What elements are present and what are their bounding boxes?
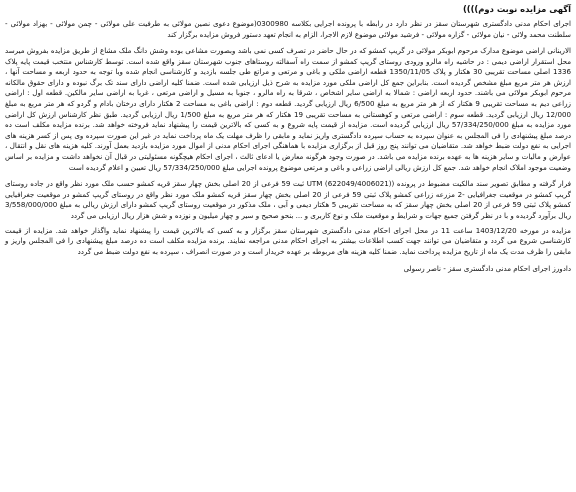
- document-paragraph-2: فرار گرفته و مطابق تصویر سند مالکیت مضبوط در پرونده (UTM (622049/4006021) ثبت 59 فرعی از 20 اصلی بخش چهار سقز قریه کمشو حسب ملک مورد نظر واقع در جاده روستای گریپ کمشو در موقعیت جغرافیایی -2 مزرعه زراعی کمشو پلاک ثبتی 59 فرعی از 20 اصلی بخش چهار سقز قریه کمشو ملک مورد نظر واقع در روستای گریپ کمشو در موقعیت جغرافیایی کمشو پلاک ثبتی 59 فرعی از 20 اصلی بخش چهار سقز که به مساحت تقریبی 5 هکتار دیمی و آبی ، ملک مذکور در موقعیت روستای گریپ کمشو دارای ارزش ریالی به مبلغ 3/558/000/000 ریال برآورد گردیده و با در نظر گرفتن جمیع جهات و شرایط و موقعیت ملک و نوع کاربری و ... بنحو صحیح و سیر و چهار میلیون و نوزده و شش هزار ریال ارزیابی می گردد: [5, 179, 572, 220]
- document-signature: دادورز اجرای احکام مدنی دادگستری سقز - ناصر رسولی: [403, 264, 571, 274]
- document-header: اجرای احکام مدنی دادگستری شهرستان سقز در نظر دارد در رابطه با پرونده اجرایی بکلاسه 0300980(موضوع دعوی نصین مولائی به طرفیت علی مولائی - چمن مولائی - بهزاد مولائی - سلطنت محمد ولائی - نیان مولائی - گزاره مولائی - فرشید مولائی موضوع لازم الاجرا، الزام به انجام تعهد دستور فروش مزایده برگزار کند: [5, 19, 571, 39]
- document-paragraph-3: مزایده در مورخه 1403/12/20 ساعت 11 در محل اجرای احکام مدنی دادگستری شهرستان سقز برگزار و به کسی که بالاترین قیمت را پیشنهاد نماید واگذار خواهد شد. مزایده از قیمت کارشناسی شروع می گردد و متقاضیان می توانند جهت کسب اطلاعات بیشتر به اجرای احکام مدنی مراجعه نمایند. برنده مزایده مکلف است ده درصد مبلغ پیشنهادی را فی المجلس واریز و مابقی را ظرف مدت یک ماه از تاریخ مزایده پرداخت نماید. ضمنا کلیه هزینه های مربوطه بر عهده خریدار است و در صورت انصراف ، سپرده به نفع دولت ضبط می گردد: [5, 225, 571, 256]
- document-title: آگهی مزایده نوبت دوم)))): [462, 4, 571, 14]
- document-body-paragraph: الارینانی اراضی موضوع مدارک مرحوم ابوبکر مولائی در گریپ کمشو که در حال حاضر در تصرف کسی نمی باشد وبصورت مشاعی بوده وشش دانگ ملک مشاع از طریق مزایده بفروش میرسد محل استقرار اراضی دیمی : در حاشیه راه مالرو ورودی روستای گریپ کمشو از سمت راه آسفالته روستاهای جنوب شهرستان سقز واقع شده است. توسط کارشناس منتخب قیمت پایه پلاک 1336 اصلی مساحت تقریبی 30 هکتار و پلاک 1350/11/05 قطعه اراضی ملکی و باغی و مرتعی و مراتع طی جلسه بازدید و کارشناسی انجام شده وبا توجه به حدود اربعه و مساحت آنها ، ارزش هر متر مربع مبلغ مشخص گردیده است. بنابراین جمع کل اراضی ملکی مورد مزایده به شرح ذیل ارزیابی شده است. ضمنا کلیه اراضی دارای سند تک برگ نبوده و دارای حقوق مالکانه مرحوم ابوبکر مولائی می باشند. حدود اربعه اراضی : شمالا به اراضی سایر اشخاص ، شرقا به راه مالرو ، جنوبا به مسیل و اراضی مرتعی ، غربا به اراضی سایر مالکین. قطعه اول : اراضی زراعی دیم به مساحت تقریبی 9 هکتار که از هر متر مربع به مبلغ 6/500 ریال ارزیابی گردید. قطعه دوم : اراضی باغی به مساحت 2 هکتار دارای درختان بادام و گردو که هر متر مربع به مبلغ 12/000 ریال ارزیابی گردید. قطعه سوم : اراضی مرتعی و کوهستانی به مساحت تقریبی 19 هکتار که هر متر مربع به مبلغ 1/500 ریال ارزیابی گردید. طبق نظر کارشناس ارزش کل اراضی مورد مزایده به مبلغ 57/334/250/000 ریال ارزیابی گردیده است. مزایده از قیمت پایه شروع و به کسی که بالاترین قیمت را پیشنهاد نماید فروخته خواهد شد. برنده مزایده مکلف است ده درصد مبلغ پیشنهادی را فی المجلس به عنوان سپرده به حساب سپرده دادگستری واریز نماید و مابقی را ظرف مهلت یک ماه پرداخت نماید در غیر این صورت سپرده وی پس از کسر هزینه های اجرایی به نفع دولت ضبط خواهد شد. متقاضیان می توانند پنج روز قبل از برگزاری مزایده با هماهنگی اجرای احکام مدنی از اموال مورد مزایده بازدید بعمل آورند. کلیه هزینه های نقل و انتقال ، عوارض و مالیات و سایر هزینه ها به عهده برنده مزایده می باشد. در صورت وجود هرگونه معارض یا ادعای ثالث ، اجرای احکام هیچگونه مسئولیتی در قبال آن نخواهد داشت و مزایده بر اساس وضعیت موجود املاک انجام خواهد شد. جمع کل ارزش ریالی اراضی زراعی و باغی و مرتعی موضوع پرونده اجرایی مبلغ 57/334/250/000 ریال تعیین و اعلام گردیده است: [5, 46, 572, 172]
